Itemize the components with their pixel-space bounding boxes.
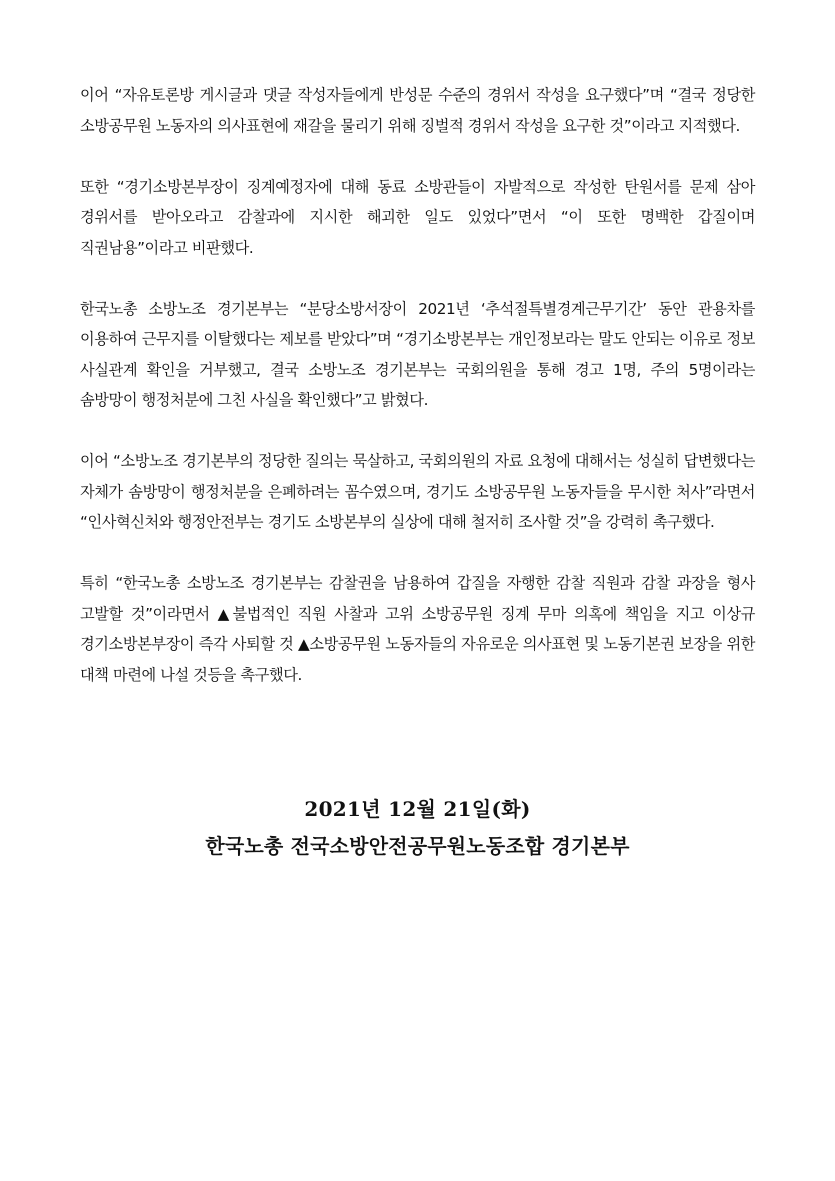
closing-organization: 한국노총 전국소방안전공무원노동조합 경기본부	[205, 834, 630, 858]
closing-date: 2021년 12월 21일(화)	[304, 797, 531, 821]
paragraph-2: 또한 “경기소방본부장이 징계예정자에 대해 동료 소방관들이 자발적으로 작성한 탄원서를 문제 삼아 경위서를 받아오라고 감찰과에 지시한 해괴한 일도 있었다”면서 “이 또한 명백한 갑질이며 직권남용”이라고 비판했다.	[80, 177, 755, 257]
paragraph-5: 특히 “한국노총 소방노조 경기본부는 감찰권을 남용하여 갑질을 자행한 감찰 직원과 감찰 과장을 형사 고발할 것”이라면서 ▲불법적인 직원 사찰과 고위 소방공무원 징계 무마 의혹에 책임을 지고 이상규 경기소방본부장이 즉각 사퇴할 것 ▲소방공무원 노동자들의 자유로운 의사표현 및 노동기본권 보장을 위한 대책 마련에 나설 것등을 촉구했다.	[80, 574, 755, 684]
paragraph-1: 이어 “자유토론방 게시글과 댓글 작성자들에게 반성문 수준의 경위서 작성을 요구했다”며 “결국 정당한 소방공무원 노동자의 의사표현에 재갈을 물리기 위해 징벌적 경위서 작성을 요구한 것”이라고 지적했다.	[80, 86, 755, 135]
paragraph-4: 이어 “소방노조 경기본부의 정당한 질의는 묵살하고, 국회의원의 자료 요청에 대해서는 성실히 답변했다는 자체가 솜방망이 행정처분을 은폐하려는 꼼수였으며, 경기도 소방공무원 노동자들을 무시한 처사”라면서 “인사혁신처와 행정안전부는 경기도 소방본부의 실상에 대해 철저히 조사할 것”을 강력히 촉구했다.	[80, 452, 755, 531]
paragraph-3: 한국노총 소방노조 경기본부는 “분당소방서장이 2021년 ‘추석절특별경계근무기간’ 동안 관용차를 이용하여 근무지를 이탈했다는 제보를 받았다”며 “경기소방본부는 개인정보라는 말도 안되는 이유로 정보 사실관계 확인을 거부했고, 결국 소방노조 경기본부는 국회의원을 통해 경고 1명, 주의 5명이라는 솜방망이 행정처분에 그친 사실을 확인했다”고 밝혔다.	[80, 299, 755, 409]
document-body	[80, 80, 755, 721]
